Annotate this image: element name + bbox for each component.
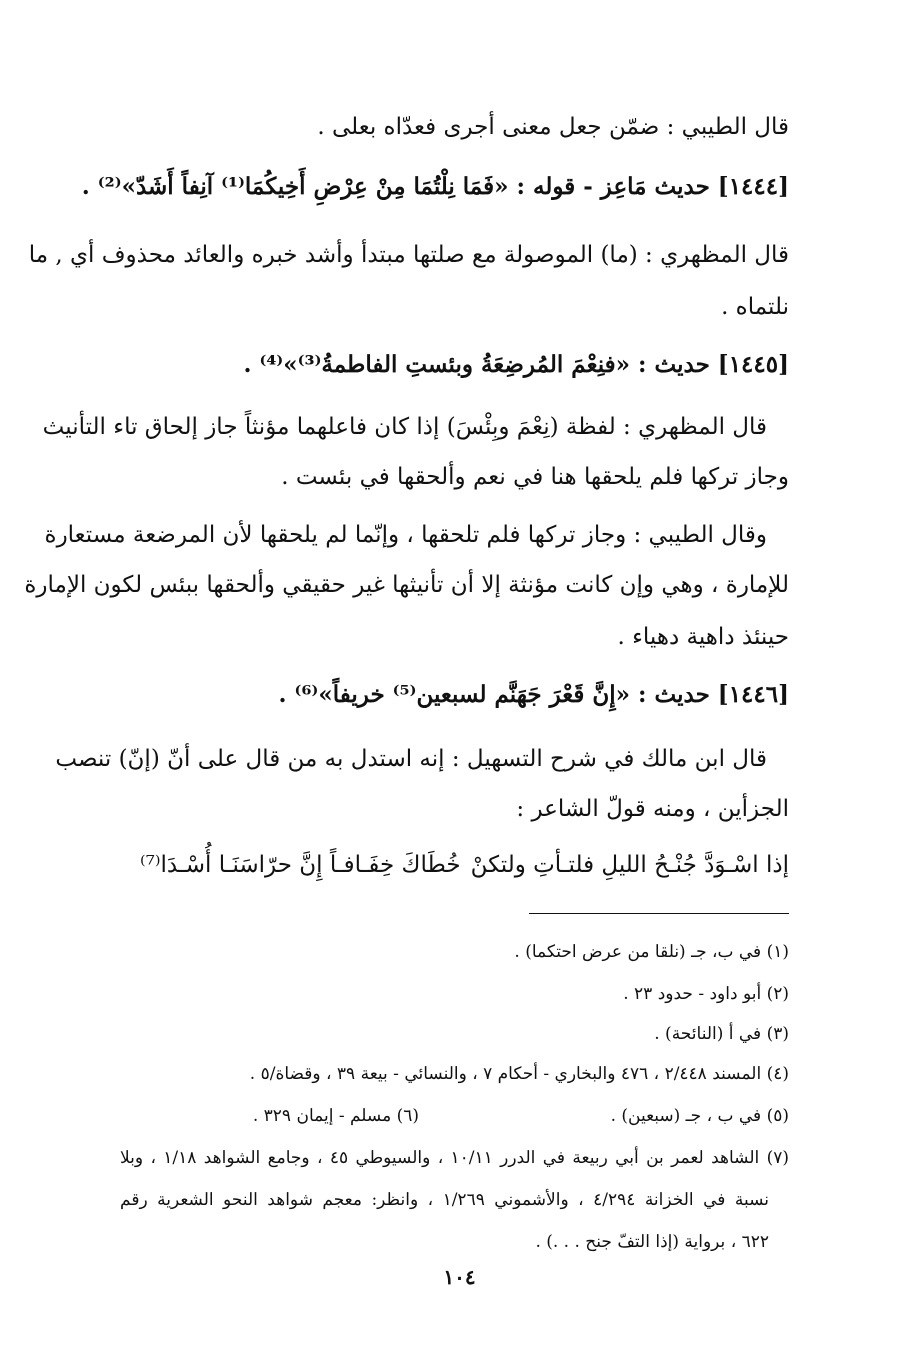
footnote-1: (١) في ب، جـ (نلقا من عرض احتكما) . bbox=[514, 942, 789, 962]
footnote-7-line-2: نسبة في الخزانة ٤/٢٩٤ ، والأشموني ١/٢٦٩ ، وانظر: معجم شواهد النحو الشعرية رقم bbox=[120, 1190, 769, 1210]
footnote-separator bbox=[529, 913, 789, 914]
hadith-1444-heading: [١٤٤٤] حديث مَاعِز - قوله : «فَمَا نِلْتُمَا مِنْ عِرْضِ أَخِيكُمَا⁽¹⁾ آنِفاً أَشَدّ»⁽²⁾ . bbox=[81, 173, 789, 200]
body-line-10: حينئذ داهية دهياء . bbox=[617, 624, 789, 650]
verse-first-hemistich: إذا اسْـوَدَّ جُنْـحُ الليلِ فلتـأتِ ولتكنْ bbox=[470, 852, 789, 878]
footnote-7-line-3: ٦٢٢ ، برواية (إذا التفّ جنح . . .) . bbox=[535, 1232, 769, 1252]
footnote-4: (٤) المسند ٢/٤٤٨ ، ٤٧٦ والبخاري - أحكام ٧ ، والنسائي - بيعة ٣٩ ، وقضاة/٥ . bbox=[249, 1064, 789, 1084]
body-line-4: نلتماه . bbox=[721, 294, 789, 320]
page-number: ١٠٤ bbox=[443, 1265, 476, 1289]
footnote-5: (٥) في ب ، جـ (سبعين) . bbox=[610, 1106, 789, 1126]
body-line-9: للإمارة ، وهي وإن كانت مؤنثة إلا أن تأنيثها غير حقيقي وألحقها ببئس لكون الإمارة bbox=[24, 572, 789, 598]
footnote-6: (٦) مسلم - إيمان ٣٢٩ . bbox=[252, 1106, 419, 1126]
hadith-1445-heading: [١٤٤٥] حديث : «فنِعْمَ المُرضِعَةُ وبئستِ الفاطمةُ⁽³⁾»⁽⁴⁾ . bbox=[243, 351, 789, 378]
footnote-2: (٢) أبو داود - حدود ٢٣ . bbox=[623, 984, 789, 1004]
verse-second-hemistich: خُطَاكَ خِفَـافـاً إِنَّ حرّاسَنَـا أُسْـدَا⁽⁷⁾ bbox=[140, 852, 461, 878]
body-line-6: قال المظهري : لفظة (نِعْمَ وبِئْسَ) إذا كان فاعلهما مؤنثاً جاز إلحاق تاء التأنيث bbox=[42, 414, 767, 440]
hadith-1446-heading: [١٤٤٦] حديث : «إِنَّ قَعْرَ جَهَنَّم لسبعين⁽⁵⁾ خريفاً»⁽⁶⁾ . bbox=[278, 681, 789, 708]
footnote-3: (٣) في أ (النائحة) . bbox=[654, 1024, 789, 1044]
body-line-1: قال الطيبي : ضمّن جعل معنى أجرى فعدّاه بعلى . bbox=[317, 114, 789, 140]
body-line-7: وجاز تركها فلم يلحقها هنا في نعم وألحقها في بئست . bbox=[281, 464, 789, 490]
body-line-13: الجزأين ، ومنه قولّ الشاعر : bbox=[516, 796, 789, 822]
body-line-3: قال المظهري : (ما) الموصولة مع صلتها مبتدأ وأشد خبره والعائد محذوف أي , ما bbox=[28, 242, 789, 268]
body-line-8: وقال الطيبي : وجاز تركها فلم تلحقها ، وإنّما لم يلحقها لأن المرضعة مستعارة bbox=[44, 522, 767, 548]
footnote-7-line-1: (٧) الشاهد لعمر بن أبي ربيعة في الدرر ١٠/١١ ، والسيوطي ٤٥ ، وجامع الشواهد ١/١٨ ، وبلا bbox=[120, 1148, 789, 1168]
body-line-12: قال ابن مالك في شرح التسهيل : إنه استدل به من قال على أنّ (إنّ) تنصب bbox=[55, 746, 767, 772]
